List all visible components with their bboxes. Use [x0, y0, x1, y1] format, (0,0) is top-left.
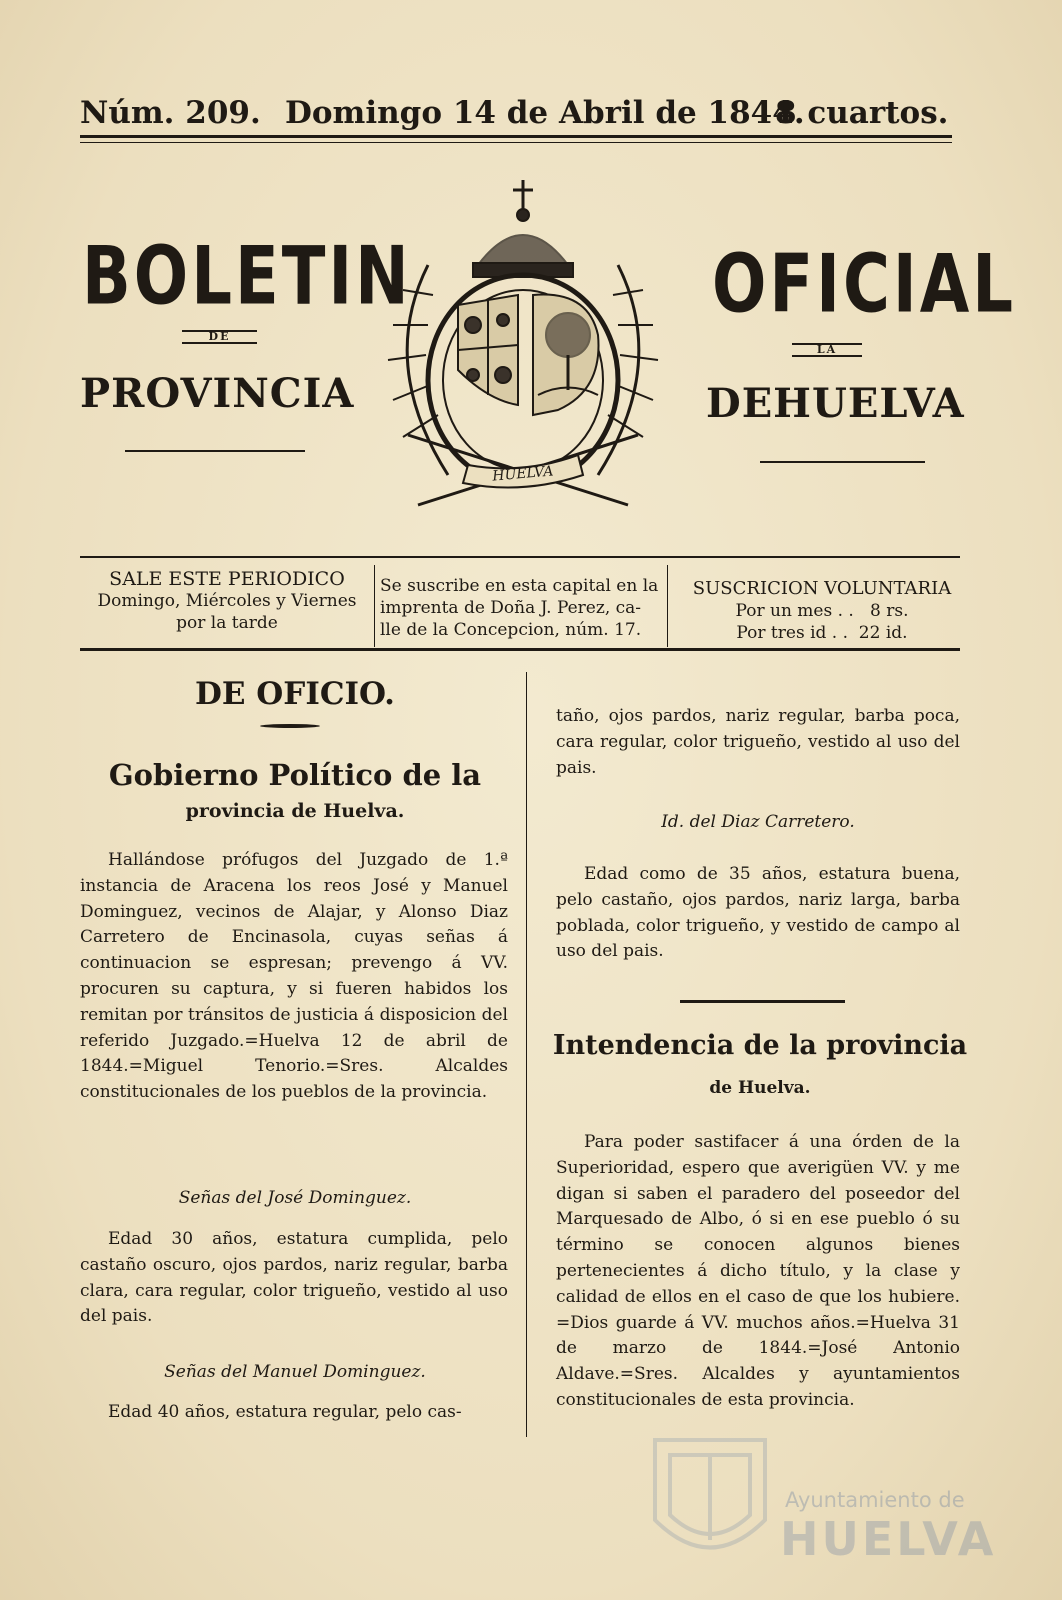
- masthead-provincia: PROVINCIA: [80, 370, 355, 417]
- masthead-de: DE: [182, 330, 257, 344]
- location-line-3: lle de la Concepcion, núm. 17.: [380, 620, 642, 640]
- subscription-location: [380, 575, 665, 641]
- issue-number: Núm. 209.: [80, 95, 261, 131]
- schedule-line-1: SALE ESTE PERIODICO: [109, 568, 345, 590]
- schedule-line-2: Domingo, Miércoles y Viernes: [97, 591, 357, 611]
- location-line-2: imprenta de Doña J. Perez, ca-: [380, 598, 642, 618]
- schedule-line-3: por la tarde: [176, 613, 278, 633]
- masthead-right-flourish: [760, 461, 925, 463]
- watermark-line-2: HUELVA: [780, 1512, 997, 1566]
- subscription-prices: [672, 578, 972, 644]
- subscription-divider-2: [667, 565, 668, 647]
- masthead-boletin: BOLETIN: [82, 230, 412, 324]
- senas-jose: [80, 1227, 508, 1330]
- watermark-line-1: Ayuntamiento de: [785, 1488, 965, 1512]
- intendencia-rule: [680, 1000, 845, 1003]
- subscription-divider-1: [374, 565, 375, 647]
- gobierno-subheading: provincia de Huelva.: [185, 800, 405, 822]
- senas-jose-text: Edad 30 años, estatura cumplida, pelo castaño oscuro, ojos pardos, nariz regular, barba clara, cara regular, color trigueño, vestido al uso del pais.: [80, 1229, 508, 1327]
- intendencia-notice-text: Para poder sastifacer á una órden de la Superioridad, espero que averigüen VV. y me digan si saben el paradero del poseedor del Marquesado de Albo, ó si en ese pueblo ó su término se conocen algunos bienes pertenecientes á dicho título, y la clase y calidad de ellos en el caso de que los hubiere. =Dios guarde á VV. muchos años.=Huelva 31 de marzo de 1844.=José Antonio Aldave.=Sres. Alcaldes y ayuntamientos constitucionales de esta provincia.: [556, 1132, 960, 1410]
- gobierno-notice: [80, 848, 508, 1106]
- senas-manuel-title: Señas del Manuel Dominguez.: [164, 1362, 426, 1382]
- subscription-bottom-rule: [80, 648, 960, 651]
- masthead-la: LA: [792, 343, 862, 357]
- diaz-senas-text: Edad como de 35 años, estatura buena, pelo castaño, ojos pardos, nariz larga, barba poblada, color trigueño, y vestido de campo al uso del pais.: [556, 864, 960, 962]
- diaz-senas: [556, 862, 960, 965]
- masthead-de-huelva: DEHUELVA: [706, 380, 965, 427]
- coat-of-arms-icon: [358, 175, 688, 535]
- senas-jose-title: Señas del José Dominguez.: [178, 1188, 412, 1208]
- price-month: Por un mes . . 8 rs.: [735, 601, 909, 621]
- price-three-months: Por tres id . . 22 id.: [736, 623, 908, 643]
- publication-schedule: [82, 568, 372, 634]
- intendencia-notice: [556, 1130, 960, 1414]
- senas-manuel-text: Edad 40 años, estatura regular, pelo cas-: [108, 1402, 462, 1422]
- issue-price: 8 cuartos.: [775, 95, 949, 131]
- senas-manuel: [80, 1400, 508, 1426]
- masthead-oficial: OFICIAL: [712, 238, 1017, 332]
- header-rule-thin: [80, 142, 952, 143]
- header-rule: [80, 135, 952, 138]
- senas-manuel-continued: [556, 704, 960, 781]
- column-separator: [526, 672, 527, 1437]
- intendencia-subheading: de Huelva.: [709, 1078, 811, 1098]
- senas-manuel-continued-text: taño, ojos pardos, nariz regular, barba poca, cara regular, color trigueño, vestido al uso del pais.: [556, 706, 960, 778]
- gobierno-heading: Gobierno Político de la: [108, 758, 482, 792]
- gobierno-notice-text: Hallándose prófugos del Juzgado de 1.ª instancia de Aracena los reos José y Manuel Dominguez, vecinos de Alajar, y Alonso Diaz Carretero de Encinasola, cuyas señas á continuacion se espresan; prevengo á VV. procuren su captura, y si fueren habidos los remitan por tránsitos de justicia á disposicion del referido Juzgado.=Huelva 12 de abril de 1844.=Miguel Tenorio.=Sres. Alcaldes constitucionales de los pueblos de la provincia.: [80, 850, 508, 1103]
- crest-ribbon-label: HUELVA: [491, 463, 555, 485]
- section-de-oficio: DE OFICIO.: [195, 676, 395, 712]
- section-flourish: [260, 724, 320, 728]
- location-line-1: Se suscribe en esta capital en la: [380, 576, 659, 596]
- subscription-top-rule: [80, 556, 960, 558]
- masthead-left-flourish: [125, 450, 305, 452]
- intendencia-heading: Intendencia de la provincia: [552, 1030, 968, 1061]
- diaz-title: Id. del Diaz Carretero.: [661, 812, 855, 832]
- issue-date: Domingo 14 de Abril de 1844.: [285, 95, 805, 131]
- subscription-title: SUSCRICION VOLUNTARIA: [692, 578, 952, 599]
